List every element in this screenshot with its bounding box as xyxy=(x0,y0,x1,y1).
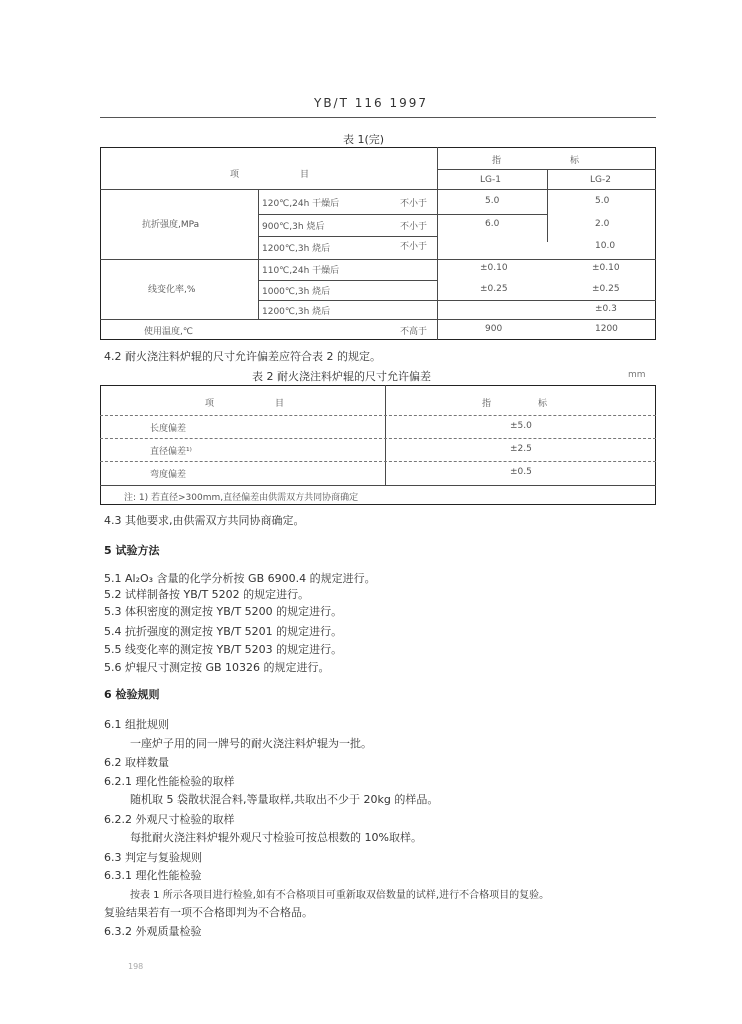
table1-head-spec: 指 xyxy=(492,156,502,166)
table1-service-v1: 900 xyxy=(485,324,503,334)
method-5-3: 5.3 体积密度的测定按 YB/T 5200 的规定进行。 xyxy=(104,605,343,618)
table1-rule-linear-2 xyxy=(258,300,656,301)
table2-unit: mm xyxy=(628,370,646,380)
method-5-2: 5.2 试样制备按 YB/T 5202 的规定进行。 xyxy=(104,588,310,601)
table2-head-spec2: 标 xyxy=(538,399,548,409)
table1-v2-l1: ±0.10 xyxy=(592,263,620,273)
standard-code-header: YB/T 116 1997 xyxy=(313,96,428,110)
para-4-3: 4.3 其他要求,由供需双方共同协商确定。 xyxy=(104,514,305,527)
table1-v1-s2: 6.0 xyxy=(485,219,500,229)
table1-cond-l2: 1000℃,3h 烧后 xyxy=(262,287,331,297)
table1-right-border xyxy=(655,147,656,340)
table1 xyxy=(100,147,656,340)
method-5-5: 5.5 线变化率的测定按 YB/T 5203 的规定进行。 xyxy=(104,643,343,656)
inspection-line: 随机取 5 袋散状混合料,等量取样,共取出不少于 20kg 的样品。 xyxy=(130,793,439,806)
table1-limit-s3: 不小于 xyxy=(400,242,428,252)
table1-rule-service xyxy=(100,319,656,320)
table2-head-item: 项 xyxy=(205,399,215,409)
method-5-1: 5.1 Al₂O₃ 含量的化学分析按 GB 6900.4 的规定进行。 xyxy=(104,572,376,585)
table2-bottom-border xyxy=(100,504,656,505)
table1-linear-label: 线变化率,% xyxy=(148,285,196,295)
inspection-line: 每批耐火浇注料炉辊外观尺寸检验可按总根数的 10%取样。 xyxy=(130,831,422,844)
table1-head-spec2: 标 xyxy=(570,156,580,166)
section-6-title: 6 检验规则 xyxy=(104,688,160,701)
table1-top-border xyxy=(100,147,656,148)
table1-head-split xyxy=(437,169,656,170)
inspection-line: 6.2.1 理化性能检验的取样 xyxy=(104,775,235,788)
table1-cond-l3: 1200℃,3h 烧后 xyxy=(262,307,331,317)
table1-service-v2: 1200 xyxy=(595,324,618,334)
table2-note-rule xyxy=(100,485,656,486)
method-5-6: 5.6 炉辊尺寸测定按 GB 10326 的规定进行。 xyxy=(104,661,330,674)
table2-top-border xyxy=(100,385,656,386)
table2-note: 注: 1) 若直径>300mm,直径偏差由供需双方共同协商确定 xyxy=(124,493,359,503)
table1-v2-l2: ±0.25 xyxy=(592,284,620,294)
table1-strength-label: 抗折强度,MPa xyxy=(142,220,200,230)
table1-head-bottom xyxy=(100,189,656,190)
table1-rule-strength-1 xyxy=(258,214,548,215)
table1-caption: 表 1(完) xyxy=(343,133,385,146)
table1-limit-s2: 不小于 xyxy=(400,222,428,232)
table2-value-diameter: ±2.5 xyxy=(510,444,532,454)
inspection-line: 6.2 取样数量 xyxy=(104,756,169,769)
table2-caption: 表 2 耐火浇注料炉辊的尺寸允许偏差 xyxy=(252,370,431,383)
table2-row-rule-1 xyxy=(100,438,656,439)
table1-spec-divider xyxy=(437,147,438,340)
method-5-4: 5.4 抗折强度的测定按 YB/T 5201 的规定进行。 xyxy=(104,625,343,638)
page-number: 198 xyxy=(128,962,144,971)
table2-item-bend: 弯度偏差 xyxy=(150,470,187,480)
table1-grade-divider xyxy=(547,169,548,242)
table1-cond-l1: 110℃,24h 干燥后 xyxy=(262,266,340,276)
para-4-2: 4.2 耐火浇注料炉辊的尺寸允许偏差应符合表 2 的规定。 xyxy=(104,350,381,363)
table1-left-border xyxy=(100,147,101,340)
table2-item-diameter: 直径偏差¹⁾ xyxy=(150,447,192,457)
table2 xyxy=(100,385,656,505)
table1-cond-s2: 900℃,3h 烧后 xyxy=(262,222,325,232)
table1-v2-s1: 5.0 xyxy=(595,196,610,206)
section-5-title: 5 试验方法 xyxy=(104,544,160,557)
table2-left-border xyxy=(100,385,101,505)
table1-service-label: 使用温度,℃ xyxy=(144,327,193,337)
table2-head-spec: 指 xyxy=(482,399,492,409)
table1-service-limit: 不高于 xyxy=(400,327,428,337)
table1-head-item2: 目 xyxy=(300,170,310,180)
table1-v1-l1: ±0.10 xyxy=(480,263,508,273)
table1-cond-s1: 120℃,24h 干燥后 xyxy=(262,199,340,209)
table2-item-length: 长度偏差 xyxy=(150,424,187,434)
inspection-line: 复验结果若有一项不合格即判为不合格品。 xyxy=(104,906,313,919)
table1-bottom-border xyxy=(100,339,656,340)
header-rule xyxy=(100,117,656,118)
table1-rule-linear-start xyxy=(100,259,656,260)
inspection-line: 6.1 组批规则 xyxy=(104,718,169,731)
inspection-line: 6.3.1 理化性能检验 xyxy=(104,869,202,882)
table1-cond-s3: 1200℃,3h 烧后 xyxy=(262,244,331,254)
table1-head-item: 项 xyxy=(230,170,240,180)
inspection-line: 一座炉子用的同一牌号的耐火浇注料炉辊为一批。 xyxy=(130,737,372,750)
table2-head-item2: 目 xyxy=(275,399,285,409)
table1-v2-s2: 2.0 xyxy=(595,219,610,229)
inspection-line: 6.3.2 外观质量检验 xyxy=(104,925,202,938)
inspection-line: 6.2.2 外观尺寸检验的取样 xyxy=(104,813,235,826)
inspection-line: 6.3 判定与复验规则 xyxy=(104,851,202,864)
table1-grade1: LG-1 xyxy=(480,175,501,185)
table2-value-length: ±5.0 xyxy=(510,421,532,431)
table1-grade2: LG-2 xyxy=(590,175,611,185)
table1-v1-s1: 5.0 xyxy=(485,196,500,206)
table1-v2-s3: 10.0 xyxy=(595,241,616,251)
table2-value-bend: ±0.5 xyxy=(510,467,532,477)
inspection-line: 按表 1 所示各项目进行检验,如有不合格项目可重新取双倍数量的试样,进行不合格项目的复验。 xyxy=(130,890,550,901)
table2-right-border xyxy=(655,385,656,505)
table1-limit-s1: 不小于 xyxy=(400,199,428,209)
table2-row-rule-2 xyxy=(100,461,656,462)
table1-rule-linear-1 xyxy=(258,280,438,281)
table1-rule-strength-2 xyxy=(258,236,438,237)
table1-v1-l2: ±0.25 xyxy=(480,284,508,294)
table1-v2-l3: ±0.3 xyxy=(595,304,617,314)
table2-head-bottom xyxy=(100,415,656,416)
table2-col-divider xyxy=(385,385,386,485)
